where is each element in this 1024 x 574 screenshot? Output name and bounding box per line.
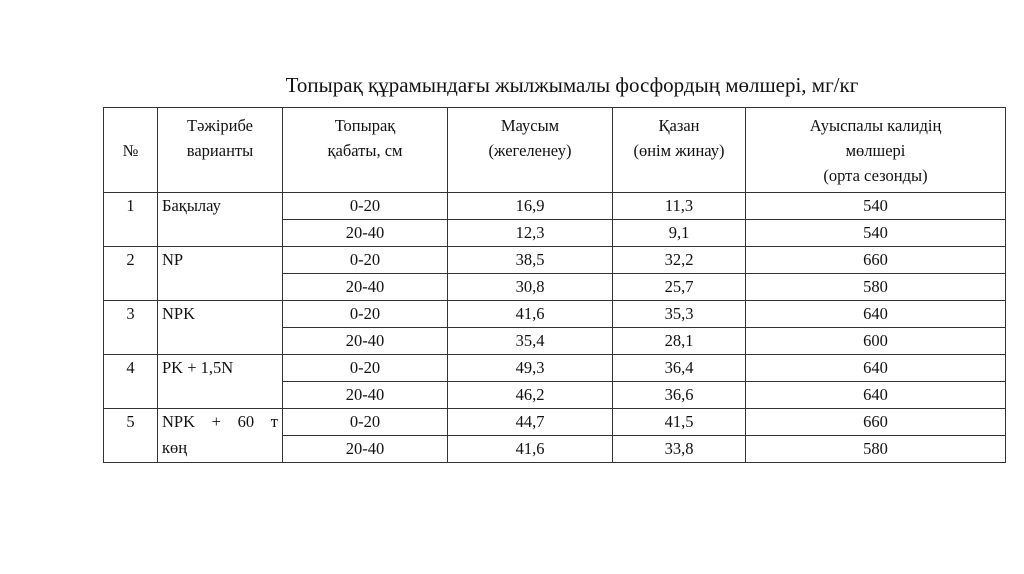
cell-september: 41,5 xyxy=(613,409,746,436)
cell-june: 41,6 xyxy=(448,436,613,463)
table-row xyxy=(104,409,1006,436)
cell-potassium: 580 xyxy=(746,274,1006,301)
table-row xyxy=(104,301,1006,328)
cell-june: 44,7 xyxy=(448,409,613,436)
cell-june: 16,9 xyxy=(448,193,613,220)
cell-potassium: 640 xyxy=(746,355,1006,382)
table-row xyxy=(104,247,1006,274)
cell-depth: 20-40 xyxy=(283,328,448,355)
cell-depth: 0-20 xyxy=(283,193,448,220)
cell-september: 25,7 xyxy=(613,274,746,301)
row-number: 5 xyxy=(104,409,158,463)
header-layer: Топырақ қабаты, см xyxy=(283,108,448,193)
cell-potassium: 540 xyxy=(746,220,1006,247)
row-number: 1 xyxy=(104,193,158,247)
cell-potassium: 660 xyxy=(746,247,1006,274)
row-number: 2 xyxy=(104,247,158,301)
cell-potassium: 580 xyxy=(746,436,1006,463)
cell-potassium: 640 xyxy=(746,301,1006,328)
row-variant: PK + 1,5N xyxy=(158,355,283,409)
header-no: № xyxy=(104,108,158,193)
cell-september: 33,8 xyxy=(613,436,746,463)
cell-september: 35,3 xyxy=(613,301,746,328)
row-variant: NPK xyxy=(158,301,283,355)
cell-june: 46,2 xyxy=(448,382,613,409)
cell-depth: 0-20 xyxy=(283,409,448,436)
cell-september: 9,1 xyxy=(613,220,746,247)
row-variant: NP xyxy=(158,247,283,301)
table-row xyxy=(104,193,1006,220)
cell-depth: 20-40 xyxy=(283,382,448,409)
phosphorus-table xyxy=(103,107,1006,463)
cell-potassium: 640 xyxy=(746,382,1006,409)
cell-june: 38,5 xyxy=(448,247,613,274)
row-variant: Бақылау xyxy=(158,193,283,247)
cell-depth: 0-20 xyxy=(283,247,448,274)
cell-june: 49,3 xyxy=(448,355,613,382)
cell-september: 28,1 xyxy=(613,328,746,355)
cell-june: 41,6 xyxy=(448,301,613,328)
cell-june: 12,3 xyxy=(448,220,613,247)
cell-june: 35,4 xyxy=(448,328,613,355)
cell-potassium: 660 xyxy=(746,409,1006,436)
header-potassium: Ауыспалы калидің мөлшері (орта сезонды) xyxy=(746,108,1006,193)
table-row xyxy=(104,355,1006,382)
cell-depth: 20-40 xyxy=(283,274,448,301)
table-title: Топырақ құрамындағы жылжымалы фосфордың мөлшері, мг/кг xyxy=(285,73,859,97)
cell-september: 36,4 xyxy=(613,355,746,382)
cell-depth: 0-20 xyxy=(283,355,448,382)
cell-depth: 20-40 xyxy=(283,436,448,463)
row-number: 3 xyxy=(104,301,158,355)
cell-potassium: 540 xyxy=(746,193,1006,220)
header-september: Қазан (өнім жинау) xyxy=(613,108,746,193)
header-june: Маусым (жегеленеу) xyxy=(448,108,613,193)
header-variant: Тәжірибе варианты xyxy=(158,108,283,193)
cell-september: 36,6 xyxy=(613,382,746,409)
cell-september: 11,3 xyxy=(613,193,746,220)
row-variant: NPK + 60 т көң xyxy=(158,409,283,463)
cell-june: 30,8 xyxy=(448,274,613,301)
cell-september: 32,2 xyxy=(613,247,746,274)
cell-potassium: 600 xyxy=(746,328,1006,355)
header-row xyxy=(104,108,1006,193)
cell-depth: 20-40 xyxy=(283,220,448,247)
cell-depth: 0-20 xyxy=(283,301,448,328)
row-number: 4 xyxy=(104,355,158,409)
